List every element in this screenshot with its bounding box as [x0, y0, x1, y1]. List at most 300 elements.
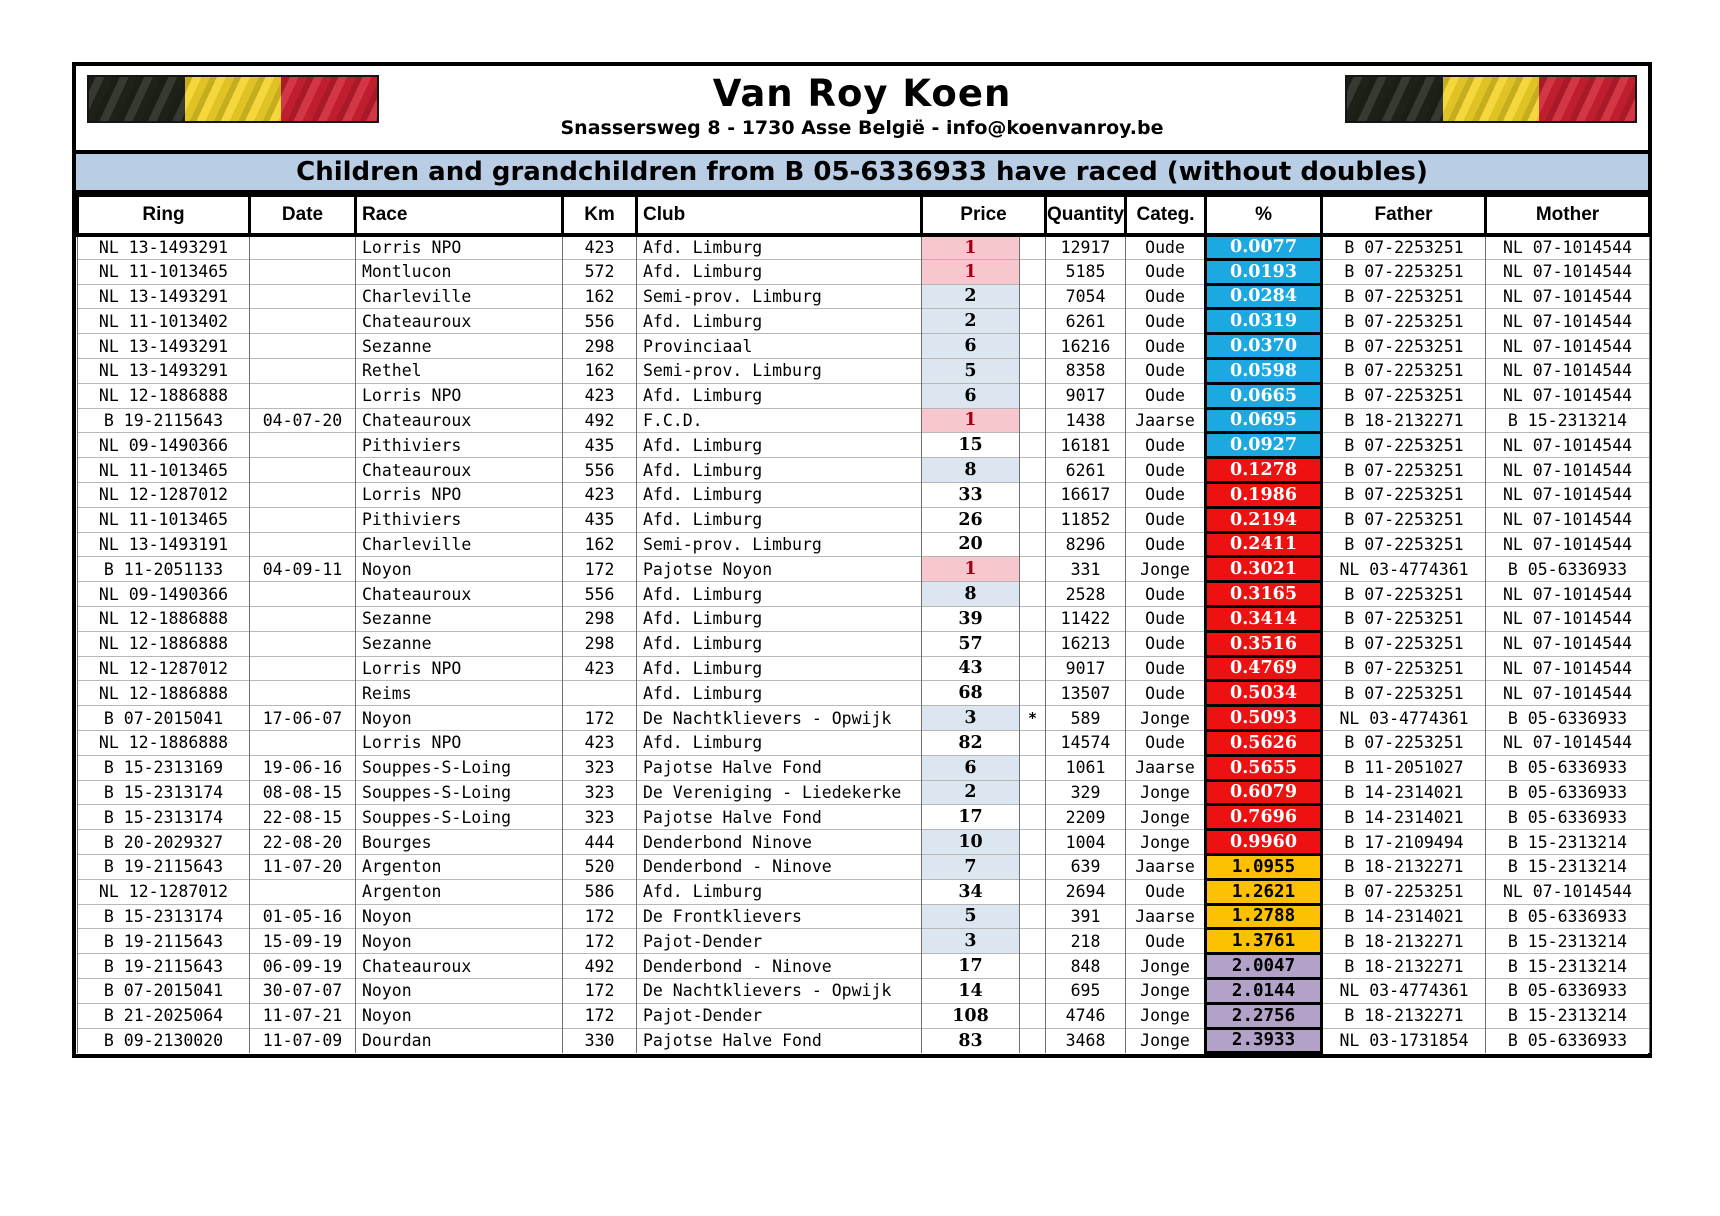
cell-price: 68 [922, 681, 1020, 706]
cell-ring: B 21-2025064 [78, 1003, 250, 1028]
cell-percent: 0.6079 [1206, 780, 1322, 805]
cell-price: 6 [922, 755, 1020, 780]
cell-km [563, 681, 637, 706]
cell-club: Denderbond - Ninove [637, 854, 922, 879]
cell-club: De Frontklievers [637, 904, 922, 929]
cell-percent: 0.5626 [1206, 730, 1322, 755]
cell-race: Noyon [356, 706, 563, 731]
cell-km: 162 [563, 532, 637, 557]
cell-quantity: 2694 [1046, 879, 1126, 904]
cell-ring: NL 13-1493191 [78, 532, 250, 557]
cell-categ: Jaarse [1126, 755, 1206, 780]
cell-categ: Jonge [1126, 557, 1206, 582]
cell-club: Denderbond Ninove [637, 830, 922, 855]
cell-ring: NL 09-1490366 [78, 582, 250, 607]
cell-mother: B 15-2313214 [1486, 854, 1650, 879]
cell-price: 3 [922, 929, 1020, 954]
cell-price: 1 [922, 408, 1020, 433]
cell-ring: NL 13-1493291 [78, 334, 250, 359]
table-row [78, 805, 1650, 830]
cell-ring: NL 12-1287012 [78, 482, 250, 507]
cell-star [1020, 681, 1046, 706]
cell-ring: B 20-2029327 [78, 830, 250, 855]
cell-km: 556 [563, 582, 637, 607]
cell-star [1020, 408, 1046, 433]
cell-price: 8 [922, 458, 1020, 483]
cell-date [250, 458, 356, 483]
cell-mother: B 15-2313214 [1486, 929, 1650, 954]
cell-categ: Oude [1126, 532, 1206, 557]
cell-categ: Oude [1126, 730, 1206, 755]
cell-price: 10 [922, 830, 1020, 855]
cell-race: Lorris NPO [356, 482, 563, 507]
cell-date [250, 606, 356, 631]
cell-price: 5 [922, 904, 1020, 929]
belgian-flag-icon [1345, 75, 1637, 123]
col-header-km: Km [563, 196, 637, 235]
cell-quantity: 391 [1046, 904, 1126, 929]
table-row [78, 482, 1650, 507]
table-row [78, 358, 1650, 383]
cell-father: NL 03-4774361 [1322, 978, 1486, 1003]
cell-quantity: 589 [1046, 706, 1126, 731]
cell-star [1020, 606, 1046, 631]
cell-categ: Oude [1126, 879, 1206, 904]
cell-mother: B 15-2313214 [1486, 954, 1650, 979]
cell-race: Noyon [356, 904, 563, 929]
cell-club: Pajot-Dender [637, 1003, 922, 1028]
cell-father: B 14-2314021 [1322, 805, 1486, 830]
cell-race: Lorris NPO [356, 383, 563, 408]
cell-mother: NL 07-1014544 [1486, 309, 1650, 334]
table-row [78, 284, 1650, 309]
cell-categ: Oude [1126, 582, 1206, 607]
cell-percent: 0.0284 [1206, 284, 1322, 309]
cell-father: B 14-2314021 [1322, 904, 1486, 929]
cell-father: B 18-2132271 [1322, 1003, 1486, 1028]
cell-race: Noyon [356, 978, 563, 1003]
cell-father: B 07-2253251 [1322, 235, 1486, 260]
cell-father: B 07-2253251 [1322, 631, 1486, 656]
cell-star [1020, 582, 1046, 607]
cell-club: Pajotse Noyon [637, 557, 922, 582]
cell-race: Bourges [356, 830, 563, 855]
cell-star [1020, 259, 1046, 284]
cell-percent: 0.0077 [1206, 235, 1322, 260]
cell-star [1020, 978, 1046, 1003]
cell-ring: B 19-2115643 [78, 854, 250, 879]
cell-ring: NL 13-1493291 [78, 358, 250, 383]
cell-km: 298 [563, 631, 637, 656]
cell-father: B 07-2253251 [1322, 532, 1486, 557]
cell-ring: B 15-2313169 [78, 755, 250, 780]
cell-percent: 0.3021 [1206, 557, 1322, 582]
cell-percent: 0.2411 [1206, 532, 1322, 557]
cell-price: 20 [922, 532, 1020, 557]
cell-father: B 07-2253251 [1322, 606, 1486, 631]
cell-father: B 07-2253251 [1322, 259, 1486, 284]
cell-star [1020, 755, 1046, 780]
cell-price: 17 [922, 954, 1020, 979]
cell-date [250, 383, 356, 408]
col-header-father: Father [1322, 196, 1486, 235]
cell-date [250, 284, 356, 309]
document-frame [72, 62, 1652, 1058]
cell-father: B 07-2253251 [1322, 507, 1486, 532]
cell-club: Afd. Limburg [637, 606, 922, 631]
table-row [78, 582, 1650, 607]
cell-categ: Jaarse [1126, 904, 1206, 929]
cell-categ: Oude [1126, 458, 1206, 483]
cell-father: B 07-2253251 [1322, 284, 1486, 309]
cell-club: F.C.D. [637, 408, 922, 433]
cell-club: Semi-prov. Limburg [637, 284, 922, 309]
cell-quantity: 12917 [1046, 235, 1126, 260]
cell-percent: 0.2194 [1206, 507, 1322, 532]
cell-star [1020, 507, 1046, 532]
table-row [78, 730, 1650, 755]
cell-father: B 14-2314021 [1322, 780, 1486, 805]
cell-race: Charleville [356, 532, 563, 557]
cell-club: Afd. Limburg [637, 631, 922, 656]
cell-ring: NL 11-1013465 [78, 259, 250, 284]
cell-quantity: 2528 [1046, 582, 1126, 607]
cell-km: 162 [563, 284, 637, 309]
cell-mother: B 05-6336933 [1486, 1028, 1650, 1053]
cell-father: B 07-2253251 [1322, 458, 1486, 483]
cell-race: Chateauroux [356, 309, 563, 334]
cell-date: 06-09-19 [250, 954, 356, 979]
cell-mother: B 05-6336933 [1486, 805, 1650, 830]
cell-date: 19-06-16 [250, 755, 356, 780]
cell-club: Afd. Limburg [637, 879, 922, 904]
document-header [76, 66, 1648, 150]
table-row [78, 458, 1650, 483]
cell-date [250, 259, 356, 284]
cell-ring: NL 13-1493291 [78, 284, 250, 309]
cell-km: 444 [563, 830, 637, 855]
cell-quantity: 1004 [1046, 830, 1126, 855]
cell-mother: B 05-6336933 [1486, 557, 1650, 582]
cell-mother: NL 07-1014544 [1486, 458, 1650, 483]
cell-categ: Oude [1126, 309, 1206, 334]
cell-km: 492 [563, 408, 637, 433]
col-header-ring: Ring [78, 196, 250, 235]
table-row [78, 879, 1650, 904]
cell-ring: B 19-2115643 [78, 408, 250, 433]
cell-race: Pithiviers [356, 507, 563, 532]
cell-club: De Vereniging - Liedekerke [637, 780, 922, 805]
cell-star [1020, 631, 1046, 656]
cell-quantity: 11852 [1046, 507, 1126, 532]
cell-star [1020, 904, 1046, 929]
cell-club: Pajotse Halve Fond [637, 805, 922, 830]
cell-star [1020, 557, 1046, 582]
cell-quantity: 2209 [1046, 805, 1126, 830]
cell-race: Souppes-S-Loing [356, 780, 563, 805]
cell-mother: NL 07-1014544 [1486, 507, 1650, 532]
cell-star [1020, 830, 1046, 855]
cell-date [250, 507, 356, 532]
cell-ring: B 15-2313174 [78, 805, 250, 830]
cell-percent: 2.0144 [1206, 978, 1322, 1003]
cell-ring: NL 12-1287012 [78, 656, 250, 681]
cell-father: NL 03-4774361 [1322, 557, 1486, 582]
cell-ring: B 07-2015041 [78, 706, 250, 731]
cell-date: 17-06-07 [250, 706, 356, 731]
cell-km: 572 [563, 259, 637, 284]
cell-mother: NL 07-1014544 [1486, 482, 1650, 507]
cell-quantity: 695 [1046, 978, 1126, 1003]
cell-ring: NL 13-1493291 [78, 235, 250, 260]
cell-percent: 0.0193 [1206, 259, 1322, 284]
cell-date [250, 358, 356, 383]
address-line: Snassersweg 8 - 1730 Asse België - info@koenvanroy.be [560, 117, 1164, 139]
cell-star [1020, 656, 1046, 681]
table-row [78, 334, 1650, 359]
cell-mother: B 05-6336933 [1486, 706, 1650, 731]
col-header-price: Price [922, 196, 1046, 235]
cell-date: 01-05-16 [250, 904, 356, 929]
cell-categ: Oude [1126, 433, 1206, 458]
cell-mother: NL 07-1014544 [1486, 383, 1650, 408]
cell-categ: Oude [1126, 358, 1206, 383]
cell-percent: 0.5034 [1206, 681, 1322, 706]
cell-mother: B 15-2313214 [1486, 830, 1650, 855]
cell-mother: NL 07-1014544 [1486, 259, 1650, 284]
cell-race: Souppes-S-Loing [356, 805, 563, 830]
table-row [78, 706, 1650, 731]
cell-km: 172 [563, 557, 637, 582]
cell-star [1020, 1003, 1046, 1028]
cell-km: 172 [563, 904, 637, 929]
page-title: Van Roy Koen [712, 72, 1012, 115]
cell-mother: NL 07-1014544 [1486, 656, 1650, 681]
cell-race: Lorris NPO [356, 235, 563, 260]
cell-club: Afd. Limburg [637, 681, 922, 706]
cell-mother: NL 07-1014544 [1486, 631, 1650, 656]
cell-date: 15-09-19 [250, 929, 356, 954]
cell-father: B 07-2253251 [1322, 656, 1486, 681]
cell-categ: Jonge [1126, 954, 1206, 979]
cell-mother: NL 07-1014544 [1486, 358, 1650, 383]
cell-mother: NL 07-1014544 [1486, 582, 1650, 607]
cell-price: 2 [922, 284, 1020, 309]
cell-race: Rethel [356, 358, 563, 383]
cell-date: 11-07-09 [250, 1028, 356, 1053]
cell-quantity: 16216 [1046, 334, 1126, 359]
cell-km: 323 [563, 805, 637, 830]
cell-price: 108 [922, 1003, 1020, 1028]
cell-ring: NL 09-1490366 [78, 433, 250, 458]
table-row [78, 433, 1650, 458]
cell-ring: NL 11-1013402 [78, 309, 250, 334]
cell-categ: Oude [1126, 235, 1206, 260]
cell-quantity: 8358 [1046, 358, 1126, 383]
cell-ring: B 15-2313174 [78, 780, 250, 805]
cell-km: 556 [563, 309, 637, 334]
cell-date: 11-07-21 [250, 1003, 356, 1028]
cell-price: 8 [922, 582, 1020, 607]
cell-father: NL 03-4774361 [1322, 706, 1486, 731]
cell-race: Sezanne [356, 334, 563, 359]
cell-date [250, 433, 356, 458]
cell-quantity: 329 [1046, 780, 1126, 805]
cell-percent: 0.0598 [1206, 358, 1322, 383]
table-row [78, 1028, 1650, 1053]
cell-club: Pajot-Dender [637, 929, 922, 954]
col-header-date: Date [250, 196, 356, 235]
cell-ring: B 07-2015041 [78, 978, 250, 1003]
cell-club: Afd. Limburg [637, 309, 922, 334]
cell-star [1020, 284, 1046, 309]
cell-mother: NL 07-1014544 [1486, 532, 1650, 557]
cell-father: B 07-2253251 [1322, 730, 1486, 755]
cell-percent: 0.0927 [1206, 433, 1322, 458]
cell-mother: NL 07-1014544 [1486, 284, 1650, 309]
cell-star [1020, 780, 1046, 805]
cell-mother: B 05-6336933 [1486, 755, 1650, 780]
cell-quantity: 7054 [1046, 284, 1126, 309]
cell-club: De Nachtklievers - Opwijk [637, 706, 922, 731]
cell-mother: B 05-6336933 [1486, 978, 1650, 1003]
cell-categ: Oude [1126, 929, 1206, 954]
table-row [78, 309, 1650, 334]
cell-club: Afd. Limburg [637, 656, 922, 681]
table-row [78, 606, 1650, 631]
cell-km: 423 [563, 482, 637, 507]
cell-percent: 0.9960 [1206, 830, 1322, 855]
cell-price: 57 [922, 631, 1020, 656]
cell-km: 172 [563, 706, 637, 731]
cell-quantity: 331 [1046, 557, 1126, 582]
cell-father: B 18-2132271 [1322, 408, 1486, 433]
table-row [78, 929, 1650, 954]
cell-quantity: 13507 [1046, 681, 1126, 706]
cell-percent: 2.3933 [1206, 1028, 1322, 1053]
cell-price: 1 [922, 235, 1020, 260]
cell-father: B 18-2132271 [1322, 954, 1486, 979]
cell-percent: 2.2756 [1206, 1003, 1322, 1028]
cell-star [1020, 358, 1046, 383]
cell-ring: B 15-2313174 [78, 904, 250, 929]
cell-price: 26 [922, 507, 1020, 532]
cell-quantity: 11422 [1046, 606, 1126, 631]
table-row [78, 830, 1650, 855]
cell-club: Afd. Limburg [637, 730, 922, 755]
cell-mother: B 05-6336933 [1486, 780, 1650, 805]
cell-date: 04-09-11 [250, 557, 356, 582]
cell-quantity: 4746 [1046, 1003, 1126, 1028]
table-row [78, 656, 1650, 681]
cell-date [250, 681, 356, 706]
cell-categ: Jonge [1126, 805, 1206, 830]
col-header-club: Club [637, 196, 922, 235]
table-row [78, 780, 1650, 805]
cell-father: B 18-2132271 [1322, 929, 1486, 954]
table-row [78, 631, 1650, 656]
cell-price: 34 [922, 879, 1020, 904]
cell-star [1020, 532, 1046, 557]
cell-quantity: 9017 [1046, 656, 1126, 681]
cell-race: Chateauroux [356, 582, 563, 607]
cell-race: Noyon [356, 929, 563, 954]
cell-date [250, 730, 356, 755]
cell-star [1020, 954, 1046, 979]
cell-percent: 0.1278 [1206, 458, 1322, 483]
results-tbody [78, 235, 1650, 1053]
cell-price: 39 [922, 606, 1020, 631]
cell-mother: B 15-2313214 [1486, 408, 1650, 433]
cell-club: Semi-prov. Limburg [637, 532, 922, 557]
cell-father: B 11-2051027 [1322, 755, 1486, 780]
cell-quantity: 14574 [1046, 730, 1126, 755]
section-banner: Children and grandchildren from B 05-6336933 have raced (without doubles) [76, 150, 1648, 194]
cell-race: Dourdan [356, 1028, 563, 1053]
cell-percent: 1.3761 [1206, 929, 1322, 954]
cell-categ: Jonge [1126, 978, 1206, 1003]
cell-date [250, 631, 356, 656]
cell-quantity: 16213 [1046, 631, 1126, 656]
cell-mother: NL 07-1014544 [1486, 334, 1650, 359]
cell-price: 82 [922, 730, 1020, 755]
cell-race: Argenton [356, 854, 563, 879]
cell-race: Sezanne [356, 606, 563, 631]
cell-categ: Jonge [1126, 780, 1206, 805]
cell-club: Afd. Limburg [637, 259, 922, 284]
cell-categ: Jonge [1126, 1003, 1206, 1028]
cell-star [1020, 1028, 1046, 1053]
cell-ring: NL 12-1886888 [78, 681, 250, 706]
table-row [78, 954, 1650, 979]
cell-km: 423 [563, 383, 637, 408]
cell-price: 33 [922, 482, 1020, 507]
cell-date [250, 235, 356, 260]
cell-ring: NL 11-1013465 [78, 507, 250, 532]
cell-club: Afd. Limburg [637, 235, 922, 260]
cell-date [250, 532, 356, 557]
cell-ring: B 19-2115643 [78, 929, 250, 954]
table-row [78, 978, 1650, 1003]
table-row [78, 408, 1650, 433]
cell-percent: 1.2788 [1206, 904, 1322, 929]
cell-quantity: 218 [1046, 929, 1126, 954]
cell-price: 2 [922, 309, 1020, 334]
col-header-mother: Mother [1486, 196, 1650, 235]
cell-race: Lorris NPO [356, 730, 563, 755]
results-table [76, 194, 1651, 1054]
cell-mother: NL 07-1014544 [1486, 235, 1650, 260]
cell-quantity: 1438 [1046, 408, 1126, 433]
cell-club: Pajotse Halve Fond [637, 755, 922, 780]
cell-ring: NL 12-1886888 [78, 730, 250, 755]
cell-percent: 0.5655 [1206, 755, 1322, 780]
cell-km: 435 [563, 507, 637, 532]
cell-date: 11-07-20 [250, 854, 356, 879]
table-row [78, 755, 1650, 780]
cell-quantity: 6261 [1046, 309, 1126, 334]
cell-race: Chateauroux [356, 458, 563, 483]
table-row [78, 507, 1650, 532]
cell-percent: 1.0955 [1206, 854, 1322, 879]
cell-mother: NL 07-1014544 [1486, 606, 1650, 631]
cell-price: 6 [922, 383, 1020, 408]
cell-star [1020, 433, 1046, 458]
cell-mother: NL 07-1014544 [1486, 681, 1650, 706]
cell-km: 162 [563, 358, 637, 383]
cell-km: 423 [563, 656, 637, 681]
cell-quantity: 8296 [1046, 532, 1126, 557]
